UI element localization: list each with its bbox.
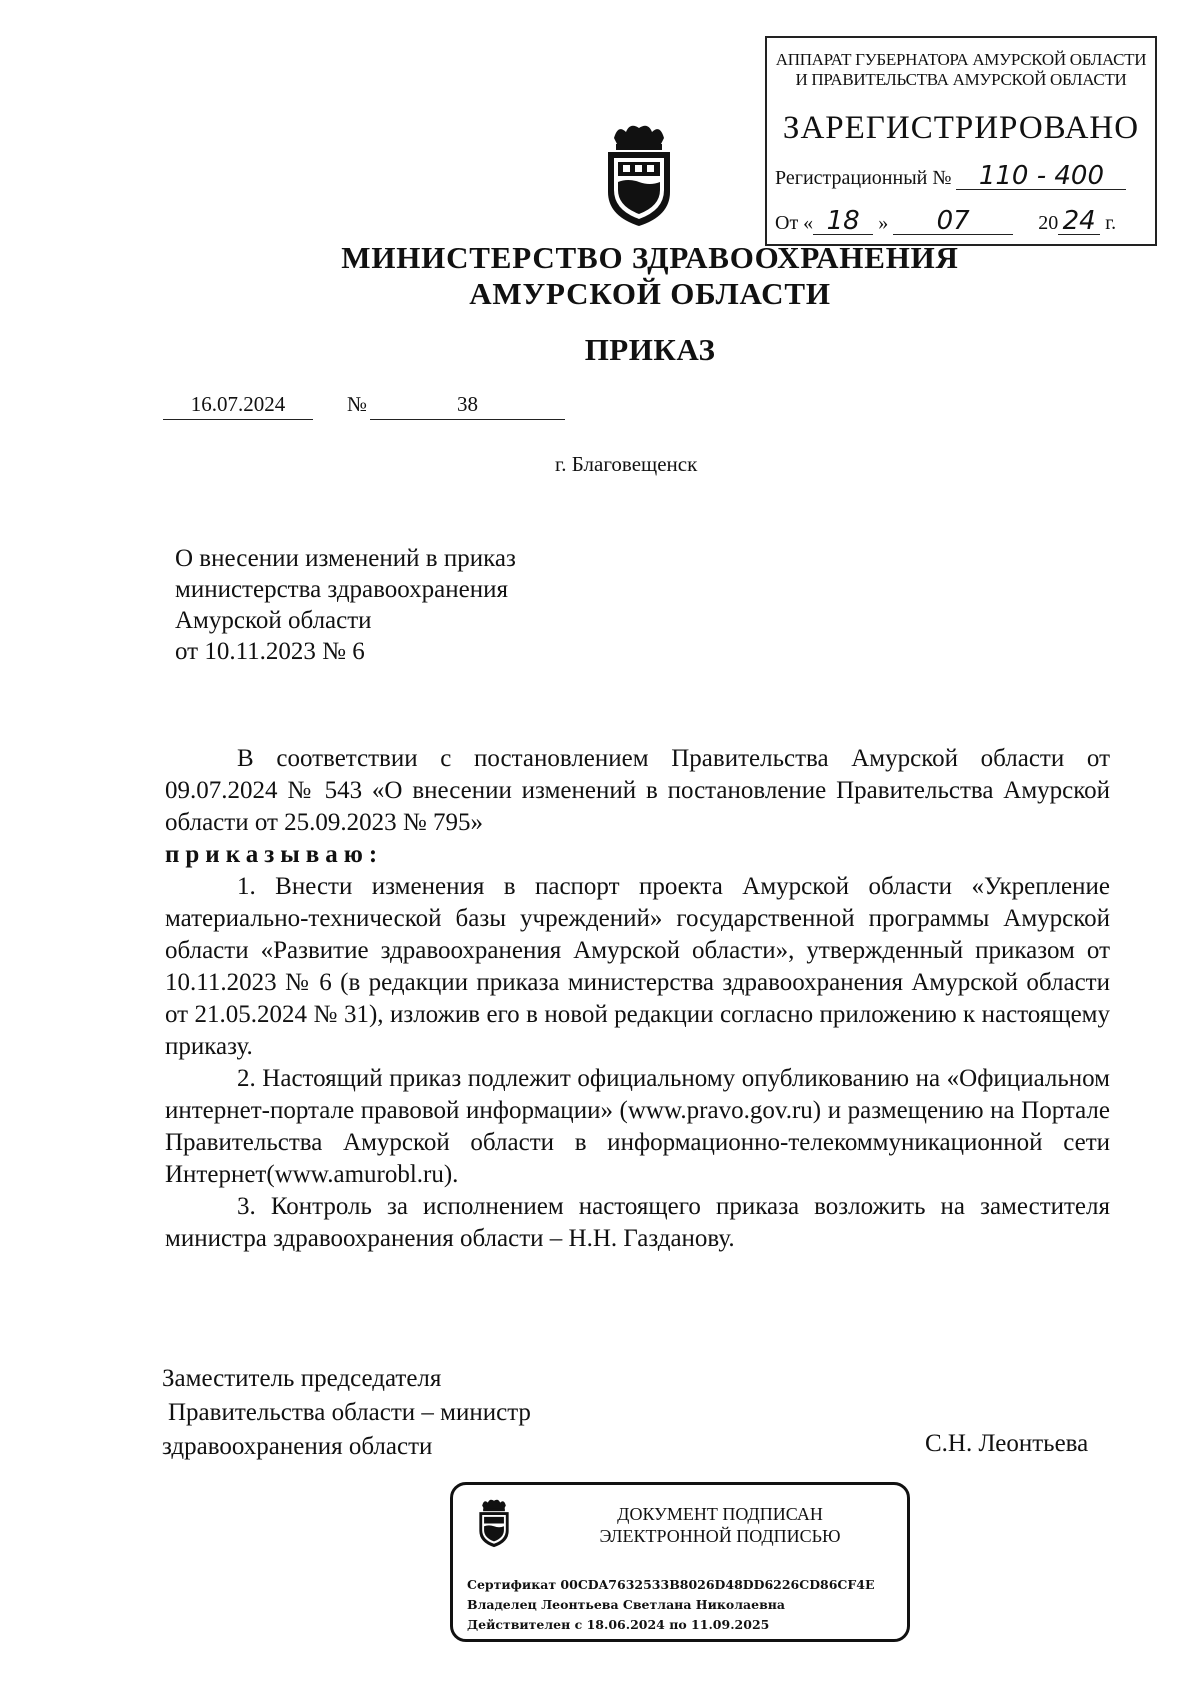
registration-stamp <box>765 36 1157 246</box>
electronic-signature-stamp <box>450 1482 910 1642</box>
esig-title-line1: ДОКУМЕНТ ПОДПИСАН <box>617 1504 823 1524</box>
esig-owner: Владелец Леонтьева Светлана Николаевна <box>467 1597 786 1612</box>
position-line2: Правительства области – министр <box>168 1399 531 1426</box>
registration-stamp-org <box>767 50 1155 90</box>
stamp-date-mid: » <box>878 212 889 234</box>
position-line3: здравоохранения области <box>162 1433 433 1460</box>
order-subject <box>175 543 675 667</box>
order-date: 16.07.2024 <box>163 392 313 420</box>
stamp-reg-number-row <box>775 163 1126 190</box>
position-line1: Заместитель председателя <box>162 1365 442 1392</box>
stamp-date-prefix: От « <box>775 212 814 234</box>
stamp-date-row <box>775 208 1116 235</box>
esig-coat-of-arms-icon <box>473 1497 515 1549</box>
subject-line1: О внесении изменений в приказ <box>175 545 516 572</box>
stamp-date-day: 18 <box>813 208 873 235</box>
stamp-date-end: г. <box>1105 212 1117 234</box>
signatory-name: С.Н. Леонтьева <box>925 1430 1089 1457</box>
number-sign: № <box>347 392 368 416</box>
document-type-title: ПРИКАЗ <box>584 332 716 367</box>
stamp-date-year: 24 <box>1058 208 1100 235</box>
ministry-header <box>200 240 1100 312</box>
order-word: приказываю: <box>165 841 384 868</box>
order-number: 38 <box>370 392 565 420</box>
stamp-reg-number: 110 - 400 <box>956 163 1126 190</box>
stamp-date-month: 07 <box>893 208 1013 235</box>
signatory-position <box>162 1362 662 1464</box>
esig-certificate: Сертификат 00CDA7632533B8026D48DD6226CD86CF4E <box>467 1577 875 1592</box>
esig-title-line2: ЭЛЕКТРОННОЙ ПОДПИСЬЮ <box>599 1526 841 1546</box>
order-body <box>165 743 1110 1255</box>
stamp-title: ЗАРЕГИСТРИРОВАНО <box>782 110 1140 146</box>
preamble-paragraph: В соответствии с постановлением Правительства Амурской области от 09.07.2024 № 543 «О внесении изменений в постановление Правительства Амурской области от 25.09.2023 № 795» <box>165 745 1110 836</box>
stamp-org-line1: АППАРАТ ГУБЕРНАТОРА АМУРСКОЙ ОБЛАСТИ <box>775 50 1147 69</box>
stamp-date-year-prefix: 20 <box>1038 212 1059 234</box>
city: г. Благовещенск <box>555 452 698 476</box>
stamp-reg-label: Регистрационный № <box>775 167 952 189</box>
subject-line3: Амурской области <box>175 607 372 634</box>
coat-of-arms-icon <box>596 120 682 230</box>
subject-line2: министерства здравоохранения <box>175 576 508 603</box>
ministry-line1: МИНИСТЕРСТВО ЗДРАВООХРАНЕНИЯ <box>341 240 959 275</box>
order-item-1: 1. Внести изменения в паспорт проекта Амурской области «Укрепление материально-технической базы учреждений» государственной программы Амурской области «Развитие здравоохранения Амурской области», утвержденный приказом от 10.11.2023 № 6 (в редакции приказа министерства здравоохранения Амурской области от 21.05.2024 № 31), изложив его в новой редакции согласно приложению к настоящему приказу. <box>165 873 1110 1060</box>
ministry-line2: АМУРСКОЙ ОБЛАСТИ <box>469 276 831 311</box>
order-item-2: 2. Настоящий приказ подлежит официальному опубликованию на «Официальном интернет-портале правовой информации» (www.pravo.gov.ru) и размещению на Портале Правительства Амурской области в информационно-телекоммуникационной сети Интернет(www.amurobl.ru). <box>165 1065 1110 1188</box>
stamp-org-line2: И ПРАВИТЕЛЬСТВА АМУРСКОЙ ОБЛАСТИ <box>795 70 1127 89</box>
esig-validity: Действителен с 18.06.2024 по 11.09.2025 <box>467 1617 770 1632</box>
esig-details <box>467 1575 874 1635</box>
order-item-3: 3. Контроль за исполнением настоящего приказа возложить на заместителя министра здравоохранения области – Н.Н. Газданову. <box>165 1193 1110 1252</box>
subject-line4: от 10.11.2023 № 6 <box>175 638 365 665</box>
esig-title <box>543 1503 897 1547</box>
